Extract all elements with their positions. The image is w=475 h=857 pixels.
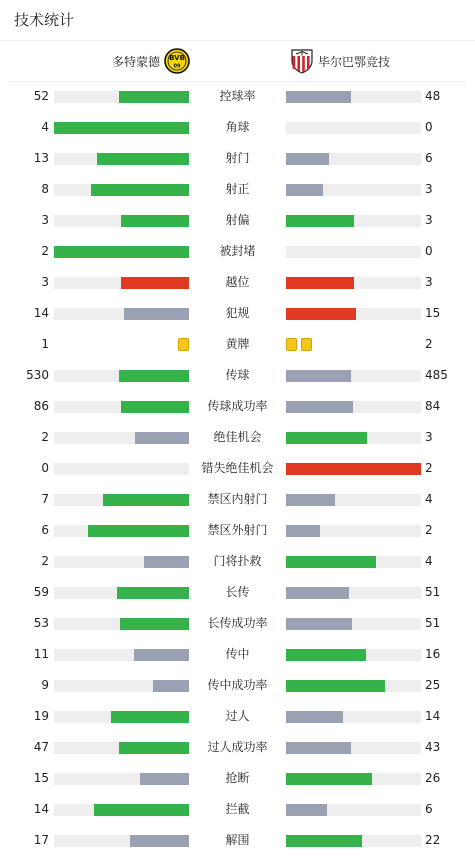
home-bar-fill <box>94 804 189 816</box>
stat-label: 传中成功率 <box>207 678 268 692</box>
away-stat-value: 14 <box>425 709 441 723</box>
away-stat-value: 84 <box>425 399 441 413</box>
away-bar-fill <box>286 587 349 599</box>
away-bar-track <box>286 587 421 599</box>
stat-label: 传中 <box>225 647 250 661</box>
away-stat-value: 2 <box>425 461 433 475</box>
home-stat-value: 2 <box>41 554 49 568</box>
away-bar-track <box>286 153 421 165</box>
away-bar-track <box>286 618 421 630</box>
home-bar-track <box>54 711 189 723</box>
stat-row <box>0 794 475 825</box>
home-bar-track <box>54 835 189 847</box>
stat-row <box>0 81 475 112</box>
away-bar-track <box>286 370 421 382</box>
away-stat-value: 2 <box>425 523 433 537</box>
stat-row <box>0 360 475 391</box>
home-bar-fill <box>120 618 189 630</box>
home-stat-value: 13 <box>33 151 49 165</box>
away-stat-value: 48 <box>425 89 441 103</box>
away-bar-track <box>286 773 421 785</box>
away-bar-track <box>286 91 421 103</box>
away-team-name: 毕尔巴鄂竞技 <box>318 54 391 69</box>
home-stat-value: 530 <box>26 368 49 382</box>
away-stat-value: 22 <box>425 833 441 847</box>
away-bar-fill <box>286 835 362 847</box>
stat-row <box>0 174 475 205</box>
home-bar-fill <box>91 184 189 196</box>
away-bar-fill <box>286 618 352 630</box>
away-yellow-cards <box>286 338 312 352</box>
home-bar-track <box>54 246 189 258</box>
away-bar-fill <box>286 463 421 475</box>
home-bar-track <box>54 91 189 103</box>
home-stat-value: 0 <box>41 461 49 475</box>
stat-row <box>0 453 475 484</box>
stat-label: 长传 <box>225 585 250 599</box>
home-stat-value: 47 <box>33 740 49 754</box>
home-bar-track <box>54 308 189 320</box>
home-bar-track <box>54 122 189 134</box>
home-bar-fill <box>121 215 189 227</box>
away-stat-value: 26 <box>425 771 441 785</box>
home-bar-fill <box>117 587 189 599</box>
stat-row <box>0 329 475 360</box>
divider <box>0 40 475 41</box>
away-stat-value: 16 <box>425 647 441 661</box>
away-bar-track <box>286 122 421 134</box>
home-stat-value: 6 <box>41 523 49 537</box>
away-bar-track <box>286 215 421 227</box>
away-bar-fill <box>286 277 354 289</box>
home-stat-value: 9 <box>41 678 49 692</box>
stat-row <box>0 763 475 794</box>
away-bar-track <box>286 835 421 847</box>
home-team-name: 多特蒙德 <box>111 54 160 69</box>
home-bar-track <box>54 432 189 444</box>
away-stat-value: 6 <box>425 151 433 165</box>
away-bar-track <box>286 742 421 754</box>
home-bar-fill <box>119 742 189 754</box>
away-bar-fill <box>286 680 385 692</box>
home-bar-track <box>54 184 189 196</box>
away-bar-fill <box>286 184 323 196</box>
home-bar-fill <box>135 432 189 444</box>
stat-label: 黄牌 <box>225 337 250 351</box>
home-bar-track <box>54 742 189 754</box>
home-stat-value: 15 <box>33 771 49 785</box>
home-bar-track <box>54 680 189 692</box>
away-stat-value: 51 <box>425 616 441 630</box>
home-stat-value: 3 <box>41 275 49 289</box>
away-stat-value: 4 <box>425 554 433 568</box>
home-bar-fill <box>140 773 189 785</box>
stat-label: 过人 <box>225 709 250 723</box>
away-bar-track <box>286 246 421 258</box>
stat-label: 被封堵 <box>219 244 256 258</box>
away-stat-value: 3 <box>425 213 433 227</box>
home-bar-fill <box>111 711 189 723</box>
away-bar-fill <box>286 401 353 413</box>
home-bar-track <box>54 215 189 227</box>
stat-label: 控球率 <box>219 89 256 103</box>
stat-label: 犯规 <box>225 306 250 320</box>
away-stat-value: 3 <box>425 275 433 289</box>
away-bar-fill <box>286 370 351 382</box>
stat-label: 射正 <box>225 182 250 196</box>
stat-row <box>0 515 475 546</box>
away-bar-track <box>286 804 421 816</box>
away-stat-value: 3 <box>425 430 433 444</box>
away-bar-fill <box>286 91 351 103</box>
away-stat-value: 6 <box>425 802 433 816</box>
yellow-card-icon <box>286 338 297 351</box>
stat-row <box>0 205 475 236</box>
stat-row <box>0 298 475 329</box>
home-bar-track <box>54 556 189 568</box>
home-stat-value: 17 <box>33 833 49 847</box>
stat-row <box>0 608 475 639</box>
away-bar-fill <box>286 215 354 227</box>
away-bar-fill <box>286 773 372 785</box>
away-bar-fill <box>286 649 366 661</box>
stat-row <box>0 577 475 608</box>
stat-label: 拦截 <box>225 802 250 816</box>
home-stat-value: 3 <box>41 213 49 227</box>
away-stat-value: 0 <box>425 244 433 258</box>
away-stat-value: 15 <box>425 306 441 320</box>
home-stat-value: 11 <box>33 647 49 661</box>
home-stat-value: 86 <box>33 399 49 413</box>
stat-label: 传球成功率 <box>207 399 268 413</box>
yellow-card-icon <box>178 338 189 351</box>
away-stat-value: 3 <box>425 182 433 196</box>
home-bar-track <box>54 401 189 413</box>
home-bar-track <box>54 370 189 382</box>
home-bar-track <box>54 494 189 506</box>
away-bar-track <box>286 649 421 661</box>
home-bar-track <box>54 153 189 165</box>
away-bar-track <box>286 494 421 506</box>
home-bar-track <box>54 649 189 661</box>
stat-label: 解围 <box>225 833 250 847</box>
stat-label: 禁区外射门 <box>207 523 268 537</box>
home-bar-track <box>54 618 189 630</box>
home-yellow-cards <box>178 338 189 352</box>
home-bar-fill <box>54 122 189 134</box>
home-stat-value: 14 <box>33 802 49 816</box>
home-team[interactable] <box>112 47 190 75</box>
home-stat-value: 7 <box>41 492 49 506</box>
stat-label: 角球 <box>225 120 250 134</box>
stat-label: 禁区内射门 <box>207 492 268 506</box>
away-stat-value: 43 <box>425 740 441 754</box>
away-bar-fill <box>286 494 335 506</box>
stat-row <box>0 112 475 143</box>
stat-label: 绝佳机会 <box>213 430 262 444</box>
home-bar-fill <box>119 91 189 103</box>
away-bar-track <box>286 432 421 444</box>
stat-label: 抢断 <box>225 771 250 785</box>
stat-label: 错失绝佳机会 <box>201 461 274 475</box>
bvb-crest-icon <box>164 48 190 74</box>
away-bar-track <box>286 525 421 537</box>
home-stat-value: 1 <box>41 337 49 351</box>
stat-row <box>0 670 475 701</box>
away-stat-value: 4 <box>425 492 433 506</box>
home-bar-track <box>54 277 189 289</box>
away-bar-track <box>286 308 421 320</box>
home-bar-fill <box>130 835 189 847</box>
home-bar-track <box>54 463 189 475</box>
away-bar-fill <box>286 804 327 816</box>
stat-row <box>0 639 475 670</box>
away-team[interactable] <box>290 47 390 75</box>
home-bar-fill <box>153 680 189 692</box>
home-stat-value: 8 <box>41 182 49 196</box>
home-stat-value: 4 <box>41 120 49 134</box>
home-stat-value: 52 <box>33 89 49 103</box>
away-bar-fill <box>286 556 376 568</box>
away-bar-track <box>286 184 421 196</box>
stat-row <box>0 701 475 732</box>
home-bar-fill <box>97 153 189 165</box>
home-stat-value: 14 <box>33 306 49 320</box>
away-bar-fill <box>286 742 351 754</box>
away-stat-value: 2 <box>425 337 433 351</box>
away-bar-fill <box>286 525 320 537</box>
stat-row <box>0 236 475 267</box>
away-bar-fill <box>286 711 343 723</box>
home-stat-value: 19 <box>33 709 49 723</box>
home-bar-track <box>54 773 189 785</box>
away-bar-track <box>286 680 421 692</box>
stat-row <box>0 391 475 422</box>
stat-label: 射门 <box>225 151 250 165</box>
away-bar-track <box>286 277 421 289</box>
stat-row <box>0 267 475 298</box>
home-bar-fill <box>124 308 189 320</box>
page-title: 技术统计 <box>14 11 75 29</box>
stat-row <box>0 143 475 174</box>
away-bar-fill <box>286 432 367 444</box>
away-stat-value: 25 <box>425 678 441 692</box>
away-stat-value: 485 <box>425 368 448 382</box>
away-bar-track <box>286 711 421 723</box>
stat-label: 越位 <box>225 275 250 289</box>
home-bar-fill <box>88 525 189 537</box>
stat-label: 门将扑救 <box>213 554 262 568</box>
home-bar-fill <box>144 556 189 568</box>
yellow-card-icon <box>301 338 312 351</box>
home-bar-fill <box>119 370 189 382</box>
away-stat-value: 51 <box>425 585 441 599</box>
away-bar-fill <box>286 308 356 320</box>
home-bar-fill <box>54 246 189 258</box>
home-bar-fill <box>121 277 189 289</box>
away-bar-fill <box>286 153 329 165</box>
away-stat-value: 0 <box>425 120 433 134</box>
stat-row <box>0 422 475 453</box>
stat-row <box>0 484 475 515</box>
home-bar-track <box>54 587 189 599</box>
home-bar-track <box>54 804 189 816</box>
home-stat-value: 2 <box>41 430 49 444</box>
home-stat-value: 59 <box>33 585 49 599</box>
away-bar-track <box>286 463 421 475</box>
bvb-logo-text: BVB <box>169 54 185 62</box>
stat-label: 传球 <box>225 368 250 382</box>
stats-list <box>0 81 475 856</box>
away-bar-track <box>286 401 421 413</box>
home-stat-value: 2 <box>41 244 49 258</box>
home-bar-fill <box>134 649 189 661</box>
stat-label: 长传成功率 <box>207 616 268 630</box>
stat-label: 射偏 <box>225 213 250 227</box>
stat-label: 过人成功率 <box>207 740 268 754</box>
stat-row <box>0 732 475 763</box>
home-bar-fill <box>103 494 189 506</box>
stat-row <box>0 546 475 577</box>
athletic-club-crest-icon <box>290 48 314 74</box>
home-bar-track <box>54 525 189 537</box>
home-bar-fill <box>121 401 189 413</box>
stat-row <box>0 825 475 856</box>
home-stat-value: 53 <box>33 616 49 630</box>
away-bar-track <box>286 556 421 568</box>
svg-text:09: 09 <box>173 63 181 70</box>
